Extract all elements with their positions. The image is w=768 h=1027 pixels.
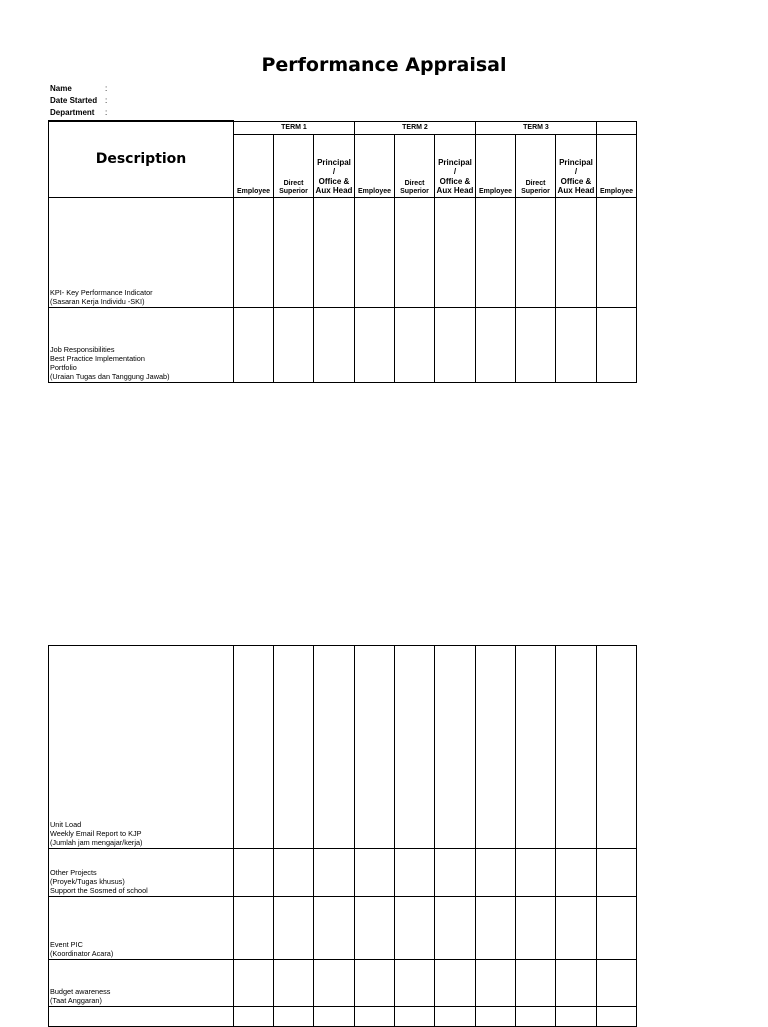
row-description-line: Weekly Email Report to KJP — [50, 829, 142, 838]
row-description — [49, 197, 234, 307]
column-header-line: / — [332, 167, 336, 176]
column-header-line: Principal — [317, 157, 351, 167]
score-cell[interactable] — [395, 197, 435, 307]
meta-date-started-row — [50, 96, 111, 106]
column-header-line: Principal — [559, 157, 593, 167]
score-cell[interactable] — [355, 897, 395, 960]
column-header-employee — [597, 134, 637, 197]
score-cell[interactable] — [314, 197, 355, 307]
term-4-header — [597, 121, 637, 134]
score-cell[interactable] — [234, 960, 274, 1007]
score-cell[interactable] — [516, 960, 556, 1007]
score-cell[interactable] — [314, 849, 355, 897]
row-description-line: (Proyek/Tugas khusus) — [50, 877, 125, 886]
score-cell[interactable] — [274, 897, 314, 960]
score-cell[interactable] — [314, 960, 355, 1007]
column-header-line: Employee — [599, 187, 634, 195]
score-cell[interactable] — [435, 307, 476, 382]
score-cell[interactable] — [516, 849, 556, 897]
row-description — [49, 646, 234, 849]
appraisal-row — [49, 849, 637, 897]
score-cell[interactable] — [314, 646, 355, 849]
meta-colon: : — [105, 108, 108, 117]
meta-colon: : — [105, 96, 108, 105]
score-cell[interactable] — [355, 849, 395, 897]
column-header-principal — [314, 134, 355, 197]
row-description-line: (Jumlah jam mengajar/kerja) — [50, 838, 143, 847]
row-description — [49, 307, 234, 382]
row-description-line: (Koordinator Acara) — [50, 949, 114, 958]
score-cell[interactable] — [556, 897, 597, 960]
column-header-line: Direct — [525, 179, 546, 187]
column-header-direct-superior — [274, 134, 314, 197]
column-header-line: Superior — [521, 187, 550, 195]
column-header-direct-superior — [395, 134, 435, 197]
score-cell[interactable] — [597, 646, 637, 849]
score-cell[interactable] — [355, 960, 395, 1007]
score-cell[interactable] — [435, 197, 476, 307]
appraisal-row — [49, 307, 637, 382]
score-cell[interactable] — [597, 849, 637, 897]
appraisal-row — [49, 897, 637, 960]
column-header-line: Office & — [439, 176, 471, 186]
score-cell[interactable] — [314, 307, 355, 382]
row-description-line: Budget awareness — [50, 987, 111, 996]
score-cell[interactable] — [476, 646, 516, 849]
meta-name-row — [50, 84, 111, 94]
column-header-line: Superior — [400, 187, 429, 195]
appraisal-table-header-section — [48, 120, 637, 383]
column-header-line: Employee — [478, 187, 513, 195]
row-description-line: Support the Sosmed of school — [50, 886, 148, 895]
score-cell[interactable] — [435, 849, 476, 897]
row-description — [49, 960, 234, 1007]
score-cell[interactable] — [556, 307, 597, 382]
score-cell[interactable] — [234, 307, 274, 382]
column-header-line: Aux Head — [315, 186, 353, 195]
score-cell[interactable] — [274, 646, 314, 849]
appraisal-row — [49, 646, 637, 849]
score-cell[interactable] — [476, 307, 516, 382]
score-cell[interactable] — [355, 307, 395, 382]
score-cell[interactable] — [395, 307, 435, 382]
score-cell[interactable] — [597, 307, 637, 382]
score-cell[interactable] — [516, 307, 556, 382]
score-cell[interactable] — [395, 960, 435, 1007]
column-header-line: / — [574, 167, 578, 176]
score-cell[interactable] — [395, 646, 435, 849]
column-header-line: Employee — [357, 187, 392, 195]
score-cell[interactable] — [556, 197, 597, 307]
score-cell[interactable] — [234, 849, 274, 897]
score-cell[interactable] — [476, 197, 516, 307]
column-header-employee — [355, 134, 395, 197]
meta-date-started-label: Date Started — [50, 96, 98, 105]
term-1-header: TERM 1 — [234, 121, 355, 134]
column-header-line: Direct — [283, 179, 304, 187]
score-cell[interactable] — [234, 646, 274, 849]
row-description-line: (Sasaran Kerja Individu -SKI) — [50, 296, 145, 306]
term-2-header: TERM 2 — [355, 121, 476, 134]
description-header: Description — [49, 121, 234, 197]
score-cell[interactable] — [435, 897, 476, 960]
score-cell[interactable] — [314, 897, 355, 960]
score-cell[interactable] — [355, 197, 395, 307]
row-description-line: (Uraian Tugas dan Tanggung Jawab) — [50, 371, 170, 381]
score-cell[interactable] — [435, 960, 476, 1007]
meta-department-label: Department — [50, 108, 95, 117]
row-description-line: Unit Load — [50, 820, 82, 829]
page-title: Performance Appraisal — [261, 54, 507, 76]
score-cell[interactable] — [395, 897, 435, 960]
score-cell[interactable] — [274, 849, 314, 897]
score-cell[interactable] — [556, 960, 597, 1007]
row-description-line: KPI- Key Performance Indicator — [50, 287, 153, 297]
meta-department-row — [50, 108, 111, 118]
term-3-header: TERM 3 — [476, 121, 597, 134]
column-header-line: Direct — [404, 179, 425, 187]
column-header-direct-superior — [516, 134, 556, 197]
row-description-line: (Taat Anggaran) — [50, 996, 102, 1005]
column-header-employee — [234, 134, 274, 197]
score-cell[interactable] — [556, 646, 597, 849]
row-description-line: Best Practice Implementation — [50, 353, 145, 363]
score-cell[interactable] — [597, 197, 637, 307]
row-description — [49, 897, 234, 960]
score-cell[interactable] — [597, 960, 637, 1007]
column-header-line: Principal — [438, 157, 472, 167]
column-header-principal — [556, 134, 597, 197]
score-cell[interactable] — [234, 897, 274, 960]
row-description-line: Other Projects — [50, 868, 97, 877]
score-cell[interactable] — [435, 646, 476, 849]
column-header-principal — [435, 134, 476, 197]
score-cell[interactable] — [597, 897, 637, 960]
score-cell[interactable] — [234, 197, 274, 307]
column-header-line: Office & — [560, 176, 592, 186]
meta-colon: : — [105, 84, 108, 93]
row-description-line: Portfolio — [50, 362, 77, 372]
column-header-line: Aux Head — [436, 186, 474, 195]
row-description-line: Job Responsibilities — [50, 344, 115, 354]
column-header-line: Office & — [318, 176, 350, 186]
row-description-line: Event PIC — [50, 940, 83, 949]
appraisal-table-continued — [48, 645, 637, 1027]
score-cell[interactable] — [274, 960, 314, 1007]
score-cell[interactable] — [476, 897, 516, 960]
score-cell[interactable] — [516, 897, 556, 960]
appraisal-row — [49, 197, 637, 307]
score-cell[interactable] — [274, 197, 314, 307]
column-header-line: / — [453, 167, 457, 176]
row-description — [49, 849, 234, 897]
score-cell[interactable] — [355, 646, 395, 849]
column-header-line: Aux Head — [557, 186, 595, 195]
score-cell[interactable] — [395, 849, 435, 897]
score-cell[interactable] — [516, 646, 556, 849]
column-header-employee — [476, 134, 516, 197]
appraisal-row — [49, 960, 637, 1007]
meta-name-label: Name — [50, 84, 72, 93]
score-cell[interactable] — [556, 849, 597, 897]
score-cell[interactable] — [476, 849, 516, 897]
column-header-line: Superior — [279, 187, 308, 195]
column-header-line: Employee — [236, 187, 271, 195]
score-cell[interactable] — [476, 960, 516, 1007]
score-cell[interactable] — [274, 307, 314, 382]
score-cell[interactable] — [516, 197, 556, 307]
